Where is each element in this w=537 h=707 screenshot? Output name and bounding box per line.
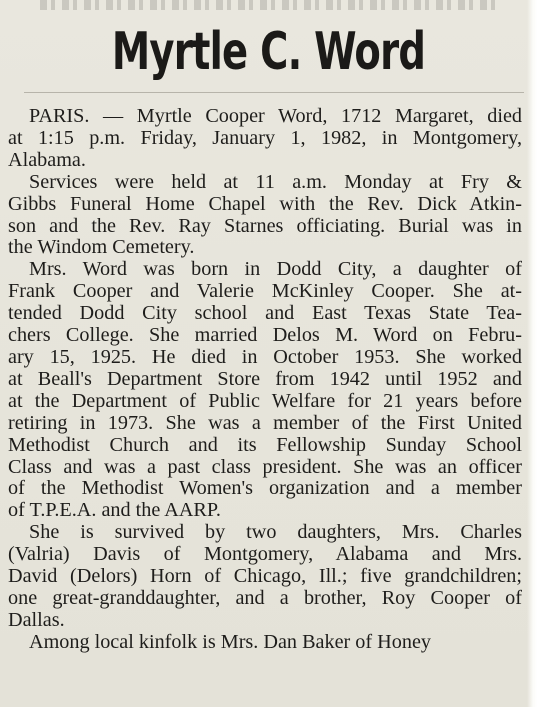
text-line: of the Methodist Women's organization and a member xyxy=(8,478,522,500)
text-line: PARIS. — Myrtle Cooper Word, 1712 Margaret, died xyxy=(29,106,522,127)
headline-rule xyxy=(24,92,524,93)
text-line: the Windom Cemetery. xyxy=(8,237,195,259)
text-line: at 1:15 p.m. Friday, January 1, 1982, in Montgomery, xyxy=(8,127,522,149)
text-line: at Beall's Department Store from 1942 until 1952 and xyxy=(8,368,522,390)
text-line: Services were held at 11 a.m. Monday at Fry & xyxy=(29,171,522,193)
text-line: tended Dodd City school and East Texas State Tea- xyxy=(8,303,522,325)
text-line: of T.P.E.A. and the AARP. xyxy=(8,500,221,522)
paragraph-death-notice xyxy=(8,106,522,172)
text-line: Class and was a past class president. She was an officer xyxy=(8,456,522,478)
text-line: Frank Cooper and Valerie McKinley Cooper. She at- xyxy=(8,281,522,303)
text-line: at the Department of Public Welfare for 21 years before xyxy=(8,390,522,412)
text-line: Alabama. xyxy=(8,149,86,171)
bleed-through-text-strip xyxy=(40,0,500,10)
text-line: David (Delors) Horn of Chicago, Ill.; five grandchildren; xyxy=(8,566,522,588)
text-line: She is survived by two daughters, Mrs. Charles xyxy=(29,522,522,544)
scan-edge xyxy=(527,0,537,707)
text-line: Methodist Church and its Fellowship Sunday School xyxy=(8,434,522,456)
text-line: Among local kinfolk is Mrs. Dan Baker of Honey xyxy=(29,631,431,653)
text-line: Gibbs Funeral Home Chapel with the Rev. Dick Atkin- xyxy=(8,193,522,215)
text-line: Mrs. Word was born in Dodd City, a daughter of xyxy=(29,259,522,281)
text-line: (Valria) Davis of Montgomery, Alabama and Mrs. xyxy=(8,544,522,566)
paragraph-survivors xyxy=(8,522,522,632)
obituary-body xyxy=(8,106,522,654)
obituary-headline: Myrtle C. Word xyxy=(111,22,426,82)
text-line: ary 15, 1925. He died in October 1953. She worked xyxy=(8,346,522,368)
text-line: chers College. She married Delos M. Word on Febru- xyxy=(8,325,522,347)
paragraph-biography xyxy=(8,259,522,522)
text-line: one great-granddaughter, and a brother, Roy Cooper of xyxy=(8,587,522,609)
text-line: retiring in 1973. She was a member of the First United xyxy=(8,412,522,434)
paragraph-local-kinfolk xyxy=(8,632,522,654)
text-line: Dallas. xyxy=(8,609,65,631)
text-line: son and the Rev. Ray Starnes officiating. Burial was in xyxy=(8,215,522,237)
paragraph-services xyxy=(8,172,522,260)
